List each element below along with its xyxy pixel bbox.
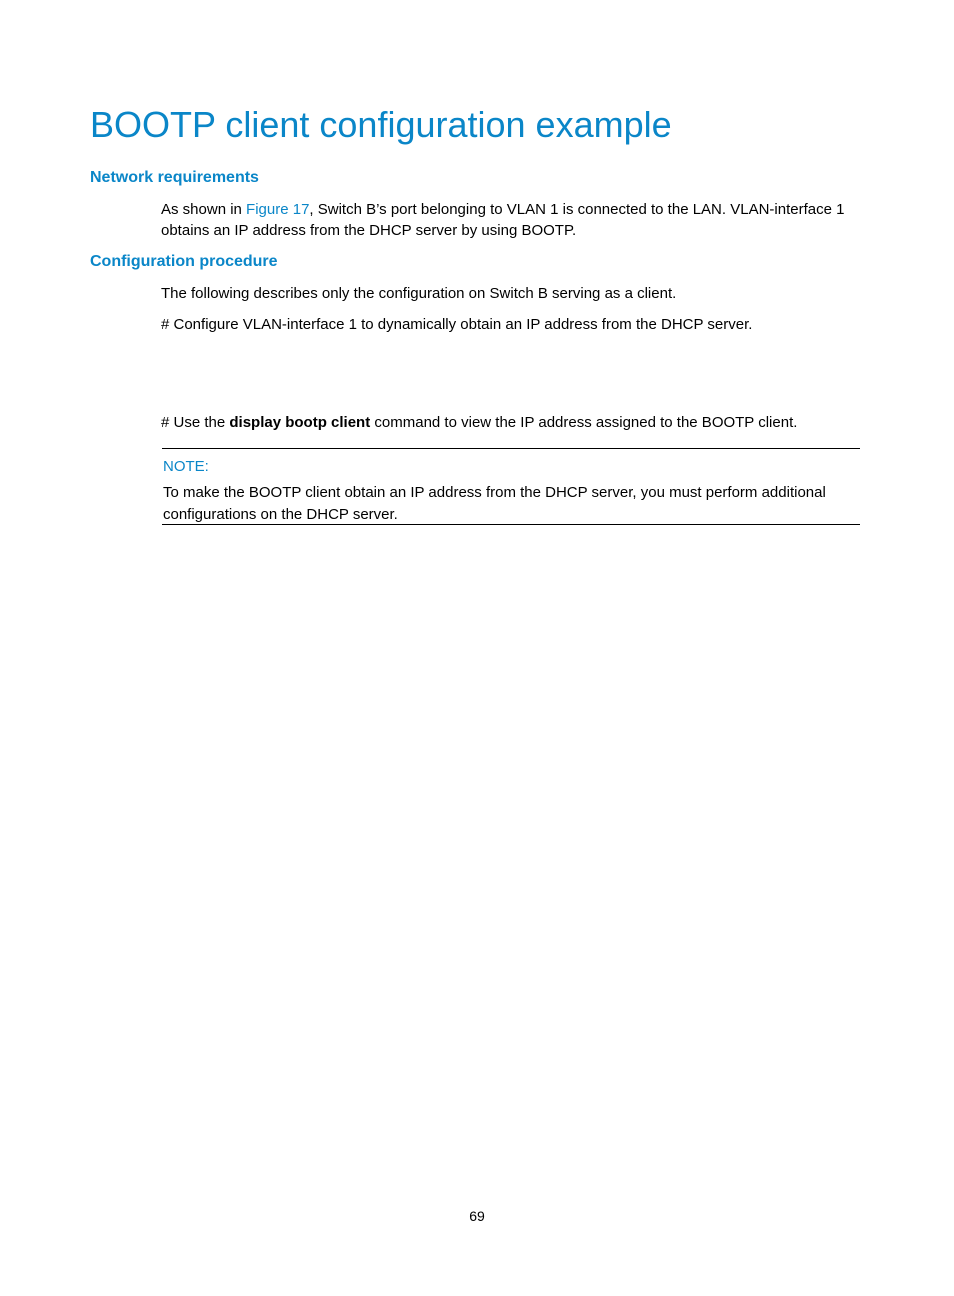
- step-text: command to view the IP address assigned to the BOOTP client.: [370, 414, 798, 431]
- configuration-step-1: # Configure VLAN-interface 1 to dynamically obtain an IP address from the DHCP server.: [161, 316, 753, 333]
- section-heading-configuration-procedure: Configuration procedure: [90, 253, 278, 270]
- page-title: BOOTP client configuration example: [90, 104, 672, 145]
- paragraph-text: , Switch B’s port belonging to VLAN 1 is connected to the LAN. VLAN-interface 1 obtains an IP address from the DHCP server by using BOOTP.: [161, 201, 845, 239]
- note-box: [162, 448, 860, 525]
- command-display-bootp-client: display bootp client: [229, 414, 371, 431]
- configuration-step-2: [161, 412, 867, 433]
- note-label: NOTE:: [163, 458, 209, 475]
- paragraph-text: As shown in: [161, 201, 247, 218]
- page-number: 69: [469, 1208, 485, 1224]
- note-text: To make the BOOTP client obtain an IP address from the DHCP server, you must perform additional configurations on the DHCP server.: [163, 484, 826, 523]
- step-text: # Use the: [161, 414, 230, 431]
- figure-17-link[interactable]: Figure 17: [246, 201, 310, 218]
- section-heading-network-requirements: Network requirements: [90, 169, 259, 186]
- network-requirements-paragraph: [161, 199, 867, 241]
- configuration-intro: The following describes only the configuration on Switch B serving as a client.: [161, 285, 677, 302]
